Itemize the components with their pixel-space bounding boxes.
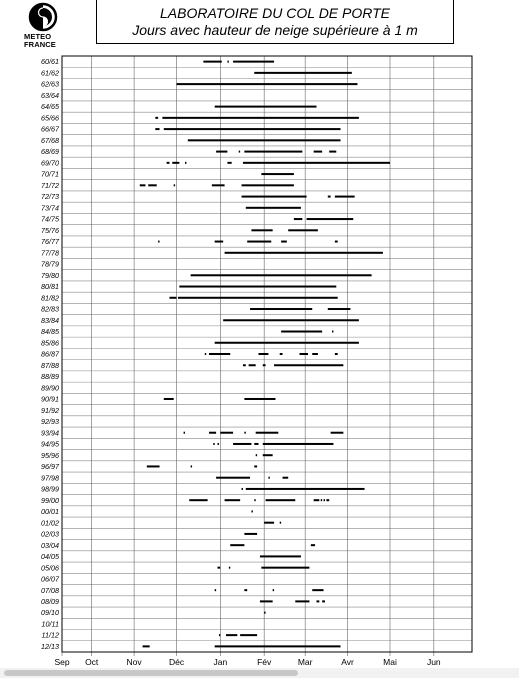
season-label: 75/76: [41, 225, 59, 235]
snow-period-bar: [307, 218, 354, 220]
season-label: 70/71: [41, 169, 59, 179]
snow-period-bar: [216, 151, 227, 153]
season-label: 94/95: [41, 439, 59, 449]
season-label: 85/86: [41, 338, 59, 348]
season-label: 62/63: [41, 79, 59, 89]
season-label: 64/65: [41, 102, 59, 112]
month-tick-label: Déc: [168, 657, 185, 667]
season-label: 06/07: [41, 574, 59, 584]
season-label: 67/68: [41, 135, 59, 145]
snow-period-bar: [261, 173, 294, 175]
snow-period-bar: [281, 331, 322, 333]
month-labels: [54, 657, 441, 667]
snow-period-bar: [295, 600, 309, 602]
season-label: 90/91: [41, 394, 59, 404]
season-label: 88/89: [41, 372, 59, 382]
snow-period-bar: [273, 589, 274, 591]
snow-period-bar: [263, 454, 273, 456]
season-label: 61/62: [41, 68, 59, 78]
season-label: 78/79: [41, 259, 59, 269]
snow-period-bar: [164, 398, 174, 400]
snow-period-bar: [167, 162, 170, 164]
season-label: 86/87: [41, 349, 59, 359]
season-label: 01/02: [41, 518, 59, 528]
snow-period-bar: [218, 567, 221, 569]
season-label: 91/92: [41, 405, 59, 415]
snow-period-bar: [256, 432, 279, 434]
snow-period-bar: [321, 499, 322, 501]
snow-period-bar: [155, 117, 158, 119]
snow-period-bar: [254, 465, 257, 467]
chart-grid: [62, 56, 472, 656]
snow-period-bar: [243, 364, 246, 366]
horizontal-scrollbar[interactable]: [0, 668, 519, 678]
snow-period-bar: [263, 443, 334, 445]
snow-period-bar: [215, 342, 359, 344]
snow-period-bar: [233, 443, 251, 445]
season-label: 98/99: [41, 484, 59, 494]
snow-period-bar: [280, 522, 281, 524]
snow-period-bar: [179, 286, 336, 288]
snow-period-bar: [219, 634, 220, 636]
season-label: 11/12: [41, 630, 59, 640]
season-label: 83/84: [41, 315, 59, 325]
snow-period-bar: [316, 600, 319, 602]
season-label: 00/01: [41, 507, 59, 517]
snow-period-bar: [251, 510, 252, 512]
snow-period-bar: [250, 308, 312, 310]
snow-period-bar: [322, 600, 325, 602]
snow-period-bar: [172, 162, 179, 164]
snow-period-bar: [254, 499, 255, 501]
snow-period-bar: [246, 488, 365, 490]
snow-period-bar: [177, 83, 358, 85]
snow-period-bar: [223, 319, 359, 321]
chart-subtitle: Jours avec hauteur de neige supérieure à 1 m: [132, 22, 418, 38]
snow-period-bar: [191, 465, 192, 467]
snow-period-bar: [225, 499, 241, 501]
season-label: 89/90: [41, 383, 59, 393]
season-label: 09/10: [41, 608, 59, 618]
snow-period-bar: [247, 241, 271, 243]
season-labels: [41, 57, 60, 651]
snow-period-bar: [188, 139, 341, 141]
snow-period-bar: [227, 162, 231, 164]
season-label: 87/88: [41, 360, 59, 370]
month-tick-label: Fév: [257, 657, 272, 667]
season-label: 79/80: [41, 270, 59, 280]
season-label: 05/06: [41, 563, 59, 573]
snow-period-bar: [314, 151, 322, 153]
snow-period-bar: [300, 353, 308, 355]
snow-period-bar: [249, 364, 256, 366]
snow-period-bar: [158, 241, 159, 243]
chart-bars: [140, 61, 390, 648]
snow-period-bar: [280, 353, 283, 355]
snow-period-bar: [259, 353, 269, 355]
snow-period-bar: [169, 297, 176, 299]
snow-period-bar: [216, 477, 250, 479]
snow-period-bar: [143, 645, 150, 647]
snow-period-bar: [178, 297, 338, 299]
season-label: 65/66: [41, 113, 59, 123]
snow-period-bar: [226, 634, 237, 636]
snow-period-bar: [209, 432, 216, 434]
snow-period-bar: [140, 184, 146, 186]
season-label: 72/73: [41, 192, 59, 202]
snow-period-bar: [312, 353, 318, 355]
snow-period-bar: [215, 106, 317, 108]
snow-period-bar: [215, 589, 216, 591]
month-tick-label: Avr: [341, 657, 354, 667]
snow-period-bar: [213, 443, 214, 445]
season-label: 02/03: [41, 529, 59, 539]
snow-period-bar: [264, 522, 274, 524]
snow-period-bar: [312, 589, 323, 591]
scrollbar-thumb[interactable]: [4, 670, 298, 676]
snow-period-bar: [283, 477, 289, 479]
snow-period-bar: [215, 241, 223, 243]
snow-period-bar: [244, 151, 302, 153]
season-label: 76/77: [41, 237, 59, 247]
snow-period-bar: [162, 117, 359, 119]
snow-period-bar: [155, 128, 159, 130]
season-label: 63/64: [41, 90, 59, 100]
season-label: 68/69: [41, 147, 59, 157]
snow-period-bar: [242, 488, 243, 490]
logo-text-france: FRANCE: [24, 40, 56, 49]
snow-period-bar: [244, 432, 245, 434]
snow-period-bar: [251, 229, 272, 231]
snow-period-bar: [215, 645, 341, 647]
snow-period-bar: [218, 443, 219, 445]
snow-period-bar: [332, 331, 333, 333]
season-label: 60/61: [41, 57, 59, 67]
snow-period-bar: [261, 567, 309, 569]
snow-period-bar: [189, 499, 207, 501]
month-tick-label: Oct: [85, 657, 99, 667]
snow-period-bar: [227, 61, 228, 63]
snow-period-bar: [242, 196, 307, 198]
snow-period-bar: [256, 454, 257, 456]
season-label: 84/85: [41, 327, 59, 337]
season-label: 07/08: [41, 585, 59, 595]
snow-period-bar: [209, 353, 230, 355]
season-label: 82/83: [41, 304, 59, 314]
snow-period-bar: [233, 61, 274, 63]
snow-period-bar: [230, 544, 244, 546]
season-label: 66/67: [41, 124, 59, 134]
snow-period-bar: [328, 196, 331, 198]
season-label: 81/82: [41, 293, 59, 303]
month-tick-label: Jun: [426, 657, 441, 667]
snow-period-bar: [205, 353, 206, 355]
season-label: 69/70: [41, 158, 59, 168]
logo-text-meteo: METEO: [24, 32, 52, 41]
snow-period-bar: [281, 241, 287, 243]
snow-period-bar: [242, 184, 294, 186]
month-tick-label: Jan: [213, 657, 228, 667]
snow-period-bar: [184, 432, 185, 434]
season-label: 73/74: [41, 203, 59, 213]
season-label: 12/13: [41, 641, 59, 651]
snow-period-bar: [203, 61, 221, 63]
season-label: 71/72: [41, 180, 59, 190]
snow-period-bar: [260, 555, 301, 557]
snow-period-bar: [254, 443, 258, 445]
month-tick-label: Mar: [297, 657, 313, 667]
snow-period-bar: [212, 184, 225, 186]
month-tick-label: Sep: [54, 657, 70, 667]
snow-period-bar: [240, 634, 257, 636]
snow-period-bar: [185, 162, 186, 164]
snow-period-bar: [268, 477, 269, 479]
snow-period-bar: [164, 128, 341, 130]
snow-period-bar: [174, 184, 175, 186]
snow-period-bar: [239, 151, 240, 153]
snow-period-bar: [331, 432, 344, 434]
chart-title: LABORATOIRE DU COL DE PORTE: [159, 5, 391, 21]
snow-period-bar: [244, 533, 257, 535]
snow-period-bar: [244, 398, 275, 400]
season-label: 04/05: [41, 552, 59, 562]
season-label: 92/93: [41, 417, 59, 427]
snow-period-bar: [220, 432, 233, 434]
season-label: 08/09: [41, 596, 59, 606]
snow-period-bar: [324, 499, 325, 501]
snow-period-bar: [191, 274, 372, 276]
snow-period-bar: [264, 612, 265, 614]
season-label: 74/75: [41, 214, 59, 224]
snow-period-bar: [294, 218, 302, 220]
snow-period-bar: [225, 252, 383, 254]
month-tick-label: Mai: [383, 657, 397, 667]
season-label: 80/81: [41, 282, 59, 292]
snow-period-bar: [263, 364, 266, 366]
snow-period-bar: [335, 241, 338, 243]
season-label: 77/78: [41, 248, 59, 258]
snow-period-bar: [229, 567, 230, 569]
season-label: 96/97: [41, 462, 59, 472]
season-label: 99/00: [41, 495, 59, 505]
snow-period-bar: [288, 229, 318, 231]
season-label: 95/96: [41, 450, 59, 460]
snow-period-bar: [328, 308, 351, 310]
season-label: 10/11: [41, 619, 59, 629]
snow-period-bar: [148, 184, 156, 186]
snow-period-bar: [335, 353, 338, 355]
snow-period-bar: [274, 364, 343, 366]
snow-period-bar: [329, 151, 336, 153]
snow-period-bar: [243, 162, 390, 164]
snow-period-bar: [326, 499, 329, 501]
snow-period-bar: [260, 600, 273, 602]
snow-period-bar: [311, 544, 315, 546]
snow-period-bar: [314, 499, 320, 501]
season-label: 03/04: [41, 540, 59, 550]
snow-period-bar: [147, 465, 160, 467]
snow-period-bar: [266, 499, 296, 501]
snow-period-bar: [246, 207, 301, 209]
season-label: 93/94: [41, 428, 59, 438]
month-tick-label: Nov: [126, 657, 142, 667]
snow-period-bar: [335, 196, 355, 198]
snow-period-bar: [244, 589, 247, 591]
snow-period-bar: [254, 72, 352, 74]
season-label: 97/98: [41, 473, 59, 483]
